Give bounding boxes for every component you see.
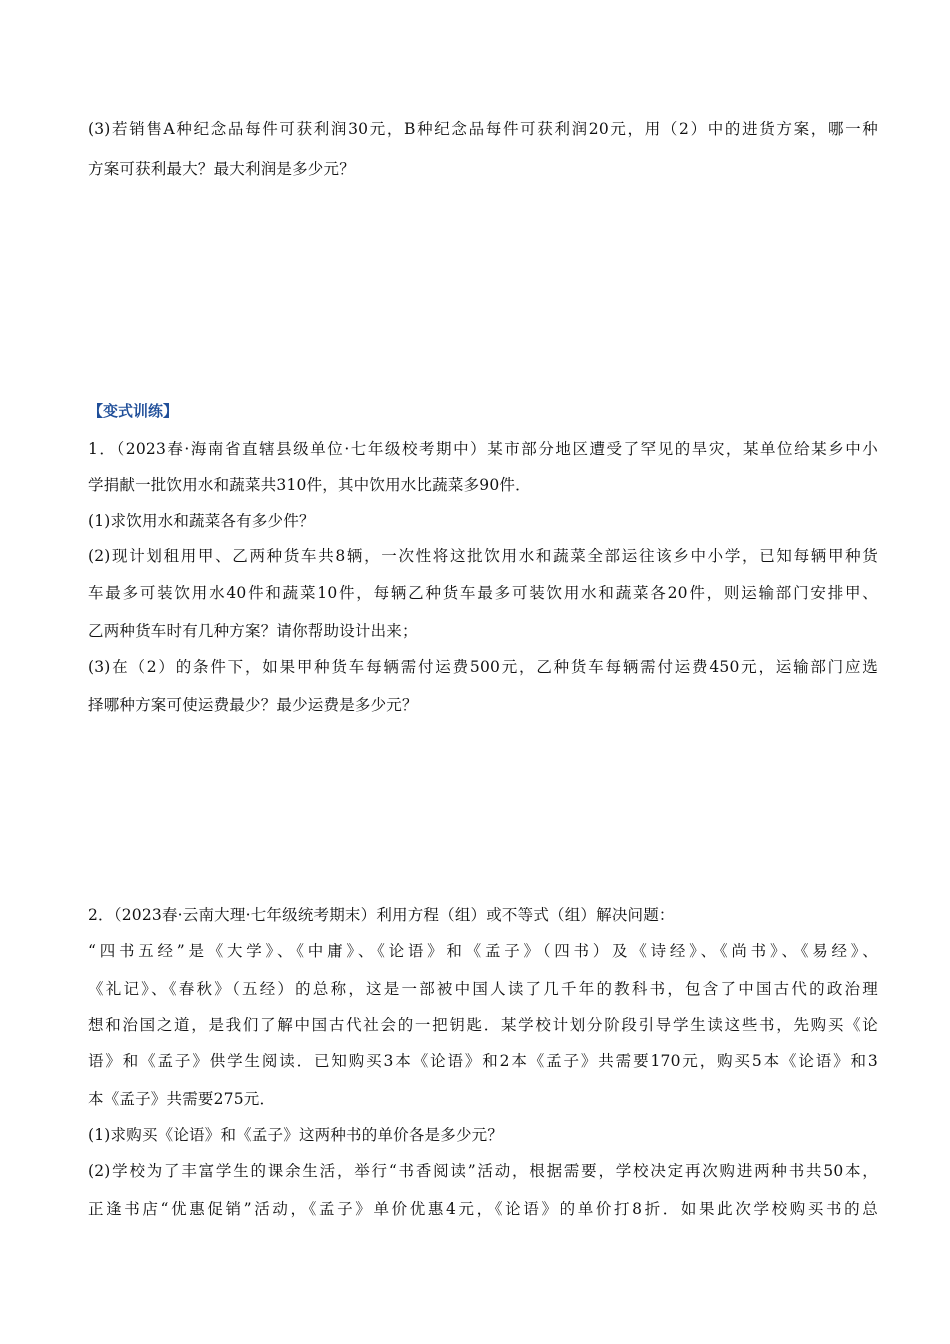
problem2-question-2-line-1: (2)学校为了丰富学生的课余生活，举行“书香阅读”活动，根据需要，学校决定再次购进两种书共50本， [88, 1162, 878, 1180]
problem2-line-5: 语》和《孟子》供学生阅读．已知购买3本《论语》和2本《孟子》共需要170元，购买5本《论语》和3 [88, 1052, 878, 1070]
problem1-question-2-line-1: (2)现计划租用甲、乙两种货车共8辆，一次性将这批饮用水和蔬菜全部运往该乡中小学，已知每辆甲种货 [88, 547, 878, 565]
problem2-line-6: 本《孟子》共需要275元． [88, 1090, 276, 1108]
problem1-question-1: (1)求饮用水和蔬菜各有多少件？ [88, 512, 315, 530]
intro-line-2: 方案可获利最大？最大利润是多少元？ [88, 160, 355, 178]
intro-line-1: (3)若销售A种纪念品每件可获利润30元，B种纪念品每件可获利润20元，用（2）中的进货方案，哪一种 [88, 120, 878, 138]
problem1-line-2: 学捐献一批饮用水和蔬菜共310件，其中饮用水比蔬菜多90件． [88, 476, 531, 494]
problem1-question-3-line-1: (3)在（2）的条件下，如果甲种货车每辆需付运费500元，乙种货车每辆需付运费450元，运输部门应选 [88, 658, 878, 676]
problem2-question-2-line-2: 正逢书店“优惠促销”活动，《孟子》单价优惠4元，《论语》的单价打8折．如果此次学校购买书的总 [88, 1200, 878, 1218]
problem2-question-1: (1)求购买《论语》和《孟子》这两种书的单价各是多少元？ [88, 1126, 504, 1144]
problem2-line-1: 2．（2023春·云南大理·七年级统考期末）利用方程（组）或不等式（组）解决问题： [88, 906, 675, 924]
problem1-line-1: 1．（2023春·海南省直辖县级单位·七年级校考期中）某市部分地区遭受了罕见的旱灾，某单位给某乡中小 [88, 440, 878, 458]
problem1-question-3-line-2: 择哪种方案可使运费最少？最少运费是多少元？ [88, 696, 418, 714]
problem2-line-4: 想和治国之道，是我们了解中国古代社会的一把钥匙．某学校计划分阶段引导学生读这些书，先购买《论 [88, 1016, 878, 1034]
problem1-question-2-line-2: 车最多可装饮用水40件和蔬菜10件，每辆乙种货车最多可装饮用水和蔬菜各20件，则运输部门安排甲、 [88, 584, 878, 602]
problem1-question-2-line-3: 乙两种货车时有几种方案？请你帮助设计出来； [88, 622, 418, 640]
problem2-line-2: “四书五经”是《大学》、《中庸》、《论语》和《孟子》（四书）及《诗经》、《尚书》、《易经》、 [88, 942, 878, 960]
problem2-line-3: 《礼记》、《春秋》（五经）的总称，这是一部被中国人读了几千年的教科书，包含了中国古代的政治理 [88, 980, 878, 998]
section-title: 【变式训练】 [88, 402, 179, 420]
